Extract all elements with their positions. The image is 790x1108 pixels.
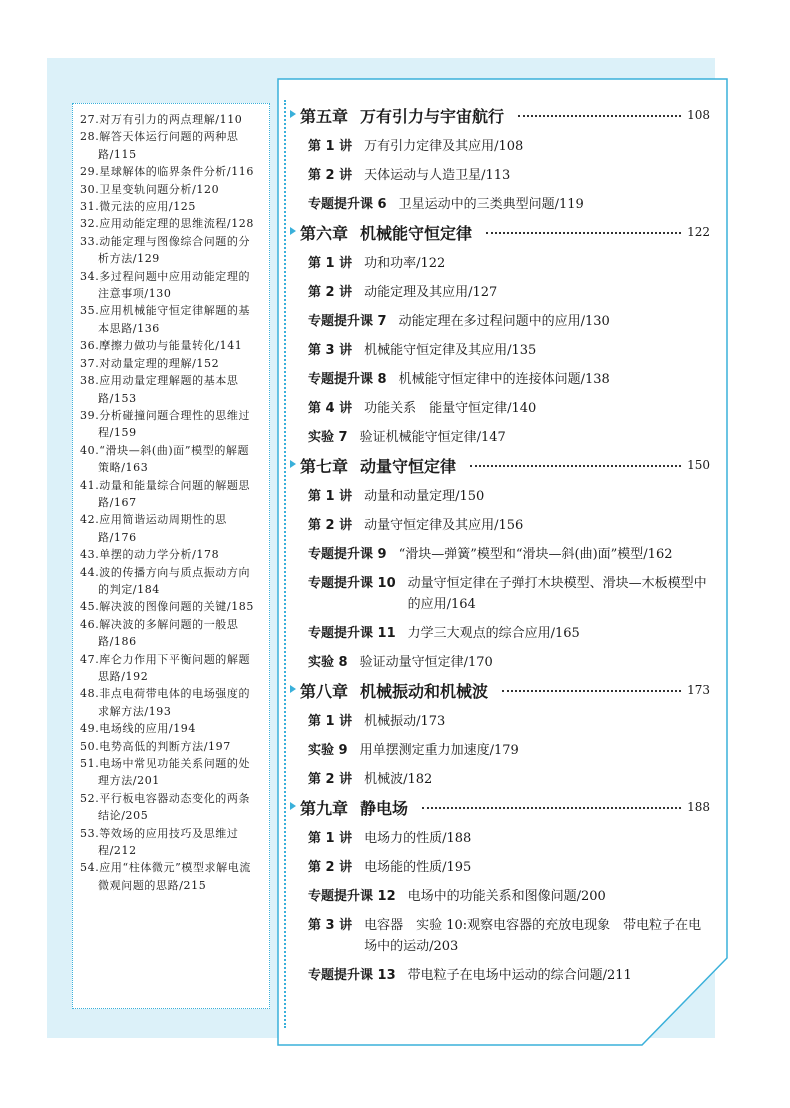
tip-item[interactable] (80, 128, 268, 163)
tip-item[interactable] (80, 755, 268, 790)
toc-entry[interactable] (308, 282, 710, 303)
tip-item-line2: 的判定/184 (98, 582, 160, 596)
tip-item[interactable] (80, 859, 268, 894)
tip-item[interactable] (80, 546, 268, 563)
toc-entry[interactable] (308, 165, 710, 186)
tip-item[interactable] (80, 442, 268, 477)
toc-entry[interactable] (308, 194, 710, 215)
entry-label: 专题提升课 7 (308, 314, 387, 329)
chapter-title: 静电场 (360, 798, 409, 818)
tip-item-line2: 微观问题的思路/215 (98, 878, 207, 892)
entry-text: 功能关系 能量守恒定律/140 (364, 401, 537, 416)
toc-entry[interactable] (308, 886, 710, 907)
toc-entry[interactable] (308, 398, 710, 419)
tip-item-line2: 策略/163 (98, 461, 149, 475)
tip-item-line1: 37.对动量定理的理解/152 (80, 356, 220, 370)
entry-text: 电场能的性质/195 (364, 860, 472, 875)
entry-text: 机械波/182 (364, 772, 433, 787)
tip-item-line1: 32.应用动能定理的思维流程/128 (80, 217, 254, 231)
toc-entry[interactable] (308, 965, 710, 986)
entry-label: 第 3 讲 (308, 918, 353, 933)
entry-label: 第 2 讲 (308, 285, 353, 300)
tip-item[interactable] (80, 111, 268, 128)
entry-label: 第 1 讲 (308, 489, 353, 504)
tip-item-line1: 36.摩擦力做功与能量转化/141 (80, 339, 243, 353)
tip-item-line2: 理方法/201 (98, 774, 160, 788)
entry-label: 第 2 讲 (308, 860, 353, 875)
entry-text: 机械能守恒定律中的连接体问题/138 (398, 372, 610, 387)
dot-leader (422, 807, 681, 809)
chapter-title: 机械能守恒定律 (360, 223, 473, 243)
tip-item[interactable] (80, 564, 268, 599)
entry-label: 专题提升课 8 (308, 372, 387, 387)
entry-label: 专题提升课 13 (308, 968, 396, 983)
tip-item-line1: 40.“滑块—斜(曲)面”模型的解题 (80, 443, 250, 457)
chapter-page: 122 (687, 225, 710, 239)
chapter-number: 第六章 (300, 223, 349, 243)
toc-entry[interactable] (308, 573, 710, 615)
entry-label: 实验 8 (308, 655, 348, 670)
tip-item-line2: 路/176 (98, 530, 137, 544)
tip-item[interactable] (80, 163, 268, 180)
toc-entry[interactable] (308, 369, 710, 390)
chapter-page: 188 (687, 800, 710, 814)
tip-item-line1: 33.动能定理与图像综合问题的分 (80, 234, 251, 248)
chapter-heading[interactable] (300, 98, 710, 132)
entry-label: 专题提升课 11 (308, 626, 396, 641)
entry-label: 第 4 讲 (308, 401, 353, 416)
tip-item-line1: 46.解决波的多解问题的一般思 (80, 617, 239, 631)
chapter-page: 108 (687, 108, 710, 122)
entry-label: 实验 7 (308, 430, 348, 445)
entry-label: 专题提升课 12 (308, 889, 396, 904)
entry-text: 动量和动量定理/150 (364, 489, 485, 504)
tip-item-line1: 35.应用机械能守恒定律解题的基 (80, 304, 251, 318)
toc-entry[interactable] (308, 652, 710, 673)
entry-text: 验证动量守恒定律/170 (359, 655, 493, 670)
tip-item-line1: 43.单摆的动力学分析/178 (80, 548, 220, 562)
tip-item-line2: 结论/205 (98, 809, 149, 823)
dot-leader (518, 115, 681, 117)
toc-entry[interactable] (308, 486, 710, 507)
entry-label: 第 1 讲 (308, 256, 353, 271)
toc-entry[interactable] (308, 253, 710, 274)
tip-item-line2: 析方法/129 (98, 252, 160, 266)
tip-item[interactable] (80, 233, 268, 268)
chapter-title: 动量守恒定律 (360, 456, 457, 476)
chapter-title: 万有引力与宇宙航行 (360, 106, 505, 126)
tip-item[interactable] (80, 302, 268, 337)
toc-entry[interactable] (308, 136, 710, 157)
tip-item[interactable] (80, 651, 268, 686)
entry-text: 机械能守恒定律及其应用/135 (364, 343, 537, 358)
tip-item-line1: 51.电场中常见功能关系问题的处 (80, 757, 251, 771)
chapter-title: 机械振动和机械波 (360, 681, 489, 701)
tip-item-line1: 30.卫星变轨问题分析/120 (80, 182, 220, 196)
entry-text: 天体运动与人造卫星/113 (364, 168, 511, 183)
entry-label: 第 2 讲 (308, 518, 353, 533)
entry-label: 第 3 讲 (308, 343, 353, 358)
tip-item[interactable] (80, 738, 268, 755)
entry-text: 电场力的性质/188 (364, 831, 472, 846)
entry-text: “滑块—弹簧”模型和“滑块—斜(曲)面”模型/162 (398, 547, 673, 562)
entry-label: 专题提升课 9 (308, 547, 387, 562)
toc-entry[interactable] (308, 740, 710, 761)
entry-text: 动能定理及其应用/127 (364, 285, 498, 300)
triangle-marker-icon (290, 685, 296, 693)
chapter-page: 150 (687, 458, 710, 472)
tip-item[interactable] (80, 790, 268, 825)
tip-item[interactable] (80, 372, 268, 407)
tip-item-line2: 本思路/136 (98, 321, 160, 335)
tip-item[interactable] (80, 181, 268, 198)
entry-text: 力学三大观点的综合应用/165 (407, 626, 580, 641)
chapter-heading[interactable] (300, 448, 710, 482)
toc-entry[interactable] (308, 769, 710, 790)
tip-item-line1: 34.多过程问题中应用动能定理的 (80, 269, 251, 283)
triangle-marker-icon (290, 460, 296, 468)
entry-label: 第 1 讲 (308, 831, 353, 846)
toc-entry[interactable] (308, 711, 710, 732)
chapter-number: 第七章 (300, 456, 349, 476)
chapter-number: 第八章 (300, 681, 349, 701)
entry-label: 第 1 讲 (308, 139, 353, 154)
tip-item[interactable] (80, 685, 268, 720)
triangle-marker-icon (290, 110, 296, 118)
tip-item-line1: 27.对万有引力的两点理解/110 (80, 113, 243, 126)
chapter-heading[interactable] (300, 790, 710, 824)
toc-entry[interactable] (308, 544, 710, 565)
entry-text: 万有引力定律及其应用/108 (364, 139, 524, 154)
entry-label: 第 2 讲 (308, 772, 353, 787)
tip-item-line2: 路/167 (98, 495, 137, 509)
tip-item-line1: 39.分析碰撞问题合理性的思维过 (80, 408, 251, 422)
tip-item[interactable] (80, 268, 268, 303)
tip-item-line2: 路/153 (98, 391, 137, 405)
tip-item-line2: 思路/192 (98, 670, 149, 683)
table-of-contents (300, 98, 710, 986)
entry-text: 用单摆测定重力加速度/179 (359, 743, 519, 758)
entry-label: 第 2 讲 (308, 168, 353, 183)
tip-item[interactable] (80, 215, 268, 232)
tip-item-line1: 47.库仑力作用下平衡问题的解题 (80, 652, 251, 666)
tip-item-line2: 程/212 (98, 844, 137, 858)
chapter-page: 173 (687, 683, 710, 697)
dot-leader (486, 232, 681, 234)
entry-text: 机械振动/173 (364, 714, 446, 729)
toc-entry[interactable] (308, 915, 710, 957)
entry-label: 专题提升课 10 (308, 576, 396, 591)
entry-text: 验证机械能守恒定律/147 (359, 430, 506, 445)
entry-text: 动量守恒定律及其应用/156 (364, 518, 524, 533)
tip-item[interactable] (80, 720, 268, 737)
tips-sidebar-list (80, 111, 268, 894)
tip-item[interactable] (80, 825, 268, 860)
tip-item[interactable] (80, 407, 268, 442)
tip-item-line1: 45.解决波的图像问题的关键/185 (80, 600, 254, 614)
entry-text: 卫星运动中的三类典型问题/119 (398, 197, 584, 212)
chapter-number: 第五章 (300, 106, 349, 126)
entry-label: 专题提升课 6 (308, 197, 387, 212)
dot-leader (502, 690, 681, 692)
tip-item-line2: 程/159 (98, 426, 137, 440)
tip-item-line2: 求解方法/193 (98, 704, 172, 718)
tip-item-line1: 29.星球解体的临界条件分析/116 (80, 165, 254, 179)
tip-item-line1: 52.平行板电容器动态变化的两条 (80, 791, 251, 805)
tip-item-line1: 42.应用简谐运动周期性的思 (80, 513, 227, 527)
tip-item-line1: 44.波的传播方向与质点振动方向 (80, 565, 251, 579)
toc-entry[interactable] (308, 427, 710, 448)
entry-text: 动能定理在多过程问题中的应用/130 (398, 314, 610, 329)
toc-dotted-rail (284, 100, 286, 1028)
chapter-number: 第九章 (300, 798, 349, 818)
toc-entry[interactable] (308, 515, 710, 536)
triangle-marker-icon (290, 802, 296, 810)
chapter-heading[interactable] (300, 215, 710, 249)
entry-label: 第 1 讲 (308, 714, 353, 729)
tip-item[interactable] (80, 598, 268, 615)
tip-item[interactable] (80, 198, 268, 215)
toc-entry[interactable] (308, 340, 710, 361)
tip-item-line1: 28.解答天体运行问题的两种思 (80, 130, 239, 144)
chapter-heading[interactable] (300, 673, 710, 707)
toc-entry[interactable] (308, 857, 710, 878)
toc-entry[interactable] (308, 623, 710, 644)
toc-entry[interactable] (308, 311, 710, 332)
tip-item-line1: 31.微元法的应用/125 (80, 200, 196, 214)
tip-item-line2: 注意事项/130 (98, 287, 172, 301)
toc-entry[interactable] (308, 828, 710, 849)
entry-text: 电容器 实验 10:观察电容器的充放电现象 带电粒子在电场中的运动/203 (364, 918, 702, 954)
entry-text: 电场中的功能关系和图像问题/200 (407, 889, 606, 904)
tip-item-line2: 路/186 (98, 635, 137, 649)
tip-item-line1: 54.应用“柱体微元”模型求解电流 (80, 861, 251, 875)
tip-item-line1: 50.电势高低的判断方法/197 (80, 739, 231, 753)
dot-leader (470, 465, 681, 467)
triangle-marker-icon (290, 227, 296, 235)
tip-item-line1: 53.等效场的应用技巧及思维过 (80, 826, 239, 840)
tip-item[interactable] (80, 355, 268, 372)
tip-item-line1: 48.非点电荷带电体的电场强度的 (80, 687, 251, 701)
tip-item-line2: 路/115 (98, 147, 137, 161)
tip-item[interactable] (80, 616, 268, 651)
entry-label: 实验 9 (308, 743, 348, 758)
tip-item-line1: 41.动量和能量综合问题的解题思 (80, 478, 251, 492)
tip-item-line1: 38.应用动量定理解题的基本思 (80, 374, 239, 388)
entry-text: 动量守恒定律在子弹打木块模型、滑块—木板模型中的应用/164 (407, 576, 707, 612)
tip-item[interactable] (80, 337, 268, 354)
entry-text: 带电粒子在电场中运动的综合问题/211 (407, 968, 632, 983)
tip-item-line1: 49.电场线的应用/194 (80, 722, 196, 736)
tip-item[interactable] (80, 477, 268, 512)
tip-item[interactable] (80, 511, 268, 546)
entry-text: 功和功率/122 (364, 256, 446, 271)
